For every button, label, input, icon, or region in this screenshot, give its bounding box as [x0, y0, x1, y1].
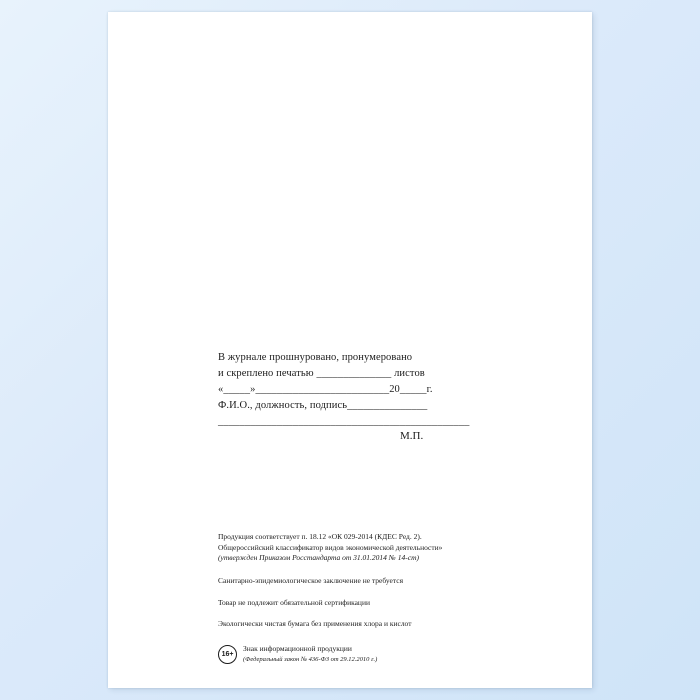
legal-paragraph-ecology: Экологически чистая бумага без применения хлора и кислот: [218, 619, 412, 629]
legal-okved-line-3: (утвержден Приказом Росстандарта от 31.01.2014 № 14-ст): [218, 553, 419, 563]
document-page: [108, 12, 592, 688]
legal-okved-line-1: Продукция соответствует п. 18.12 «ОК 029-2014 (КДЕС Ред. 2).: [218, 532, 422, 541]
certification-block: [218, 350, 548, 430]
legal-okved-line-2: Общероссийский классификатор видов экономической деятельности»: [218, 542, 443, 552]
certification-line-1: В журнале прошнуровано, пронумеровано: [218, 352, 413, 363]
certification-line-4: Ф.И.О., должность, подпись_______________: [218, 399, 428, 411]
age-rating-icon: 16+: [218, 645, 237, 664]
legal-notices-block: [218, 532, 568, 664]
legal-paragraph-certification: Товар не подлежит обязательной сертификации: [218, 597, 370, 607]
certification-line-3: «_____»_________________________20_____г.: [218, 383, 433, 395]
legal-paragraph-sanitary: Санитарно-эпидемиологическое заключение не требуется: [218, 575, 404, 585]
certification-line-2: и скреплено печатью ______________ листов: [218, 367, 425, 379]
certification-line-5: _______________________________________________: [218, 415, 470, 427]
legal-paragraph-okved: [218, 532, 568, 564]
age-rating-law-reference: (Федеральный закон № 436-ФЗ от 29.12.2010 г.): [243, 656, 378, 664]
stamp-place-label: М.П.: [400, 430, 424, 442]
age-rating-text: [243, 644, 377, 665]
age-rating-row: [218, 644, 568, 665]
age-rating-title: Знак информационной продукции: [243, 643, 352, 653]
